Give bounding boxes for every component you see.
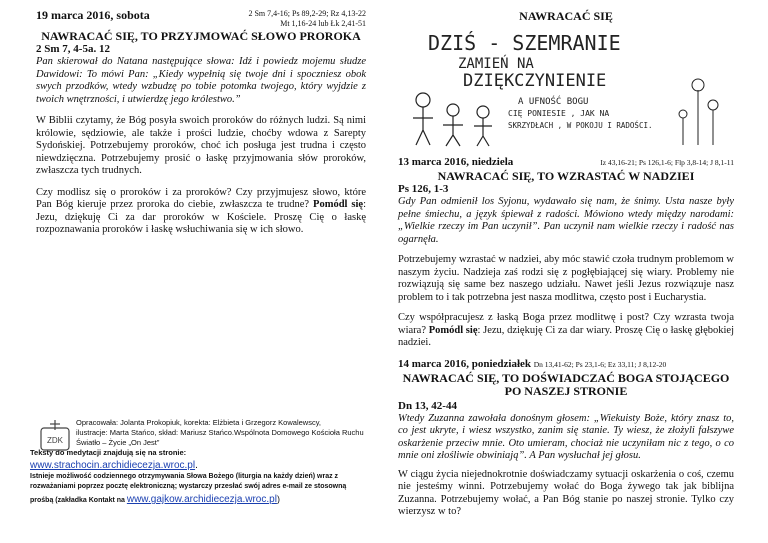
subscribe-line: Istnieje możliwość codziennego otrzymywania Słowa Bożego (liturgia na każdy dzień) wraz z — [30, 473, 339, 480]
figures-icon — [413, 93, 492, 146]
link-line — [30, 458, 370, 472]
subscribe-line: rozważaniami poprzez pocztę elektroniczną; wystarczy przesłać swój adres e-mail ze stosowną — [30, 483, 347, 490]
citation: Ps 126, 1-3 — [398, 183, 449, 195]
entry-date: 13 marca 2016, niedziela — [398, 156, 514, 168]
reflection-paragraph: W Biblii czytamy, że Bóg posyła swoich proroków do różnych ludzi. Są nimi królowie, sędziowie, ale także i prości ludzie, choćby wdowa z Sarepty Sydońskiej. Potrzebujemy proroków, choć ich posługa jest trudna i często niewdzięczna. Potrzebujemy prosić o łaskę przyjmowania słów proroków, zwłaszcza tych trudnych. — [36, 115, 366, 176]
refs-line: 2 Sm 7,4-16; Ps 89,2-29; Rz 4,13-22 — [248, 9, 366, 18]
art-line: A UFNOŚĆ BOGU — [518, 97, 589, 107]
prayer-paragraph — [398, 312, 734, 350]
art-line: SKRZYDŁACH , W POKOJU I RADOŚCI. — [508, 121, 653, 130]
illustration-handwritten-art — [398, 30, 738, 150]
scripture-refs — [248, 9, 366, 29]
scripture-quote: Wtedy Zuzanna zawołała donośnym głosem: „Wiekuisty Boże, który znasz to, co jest ukryte, i wiesz wszystko, zanim się stanie. Ty wiesz, że złożyli fałszywe oskarżenie przeciw mnie. Oto umieram, chociaż nie uczyniłam nic z tego, o co mnie oni złośliwie obwiniają”. A Pan wysłuchał jej głosu. — [398, 412, 734, 461]
citation: Dn 13, 42-44 — [398, 399, 457, 412]
entry-header — [398, 358, 734, 372]
prayer-text: Czy modlisz się o proroków i za proroków? Czy przyjmujesz słowo, które Pan Bóg kieruje przez proroka do ciebie, zwłaszcza te trudne? — [36, 186, 366, 210]
entry-header — [398, 156, 734, 170]
subscribe-contact-line — [30, 492, 370, 506]
reflection-paragraph: Potrzebujemy wzrastać w nadziei, aby móc stawić czoła trudnym problemom w naszym życiu. Nadzieja zaś rodzi się z pogłębiającej się wiary. Problemy nie rozwiązują się same bez naszego udziału. Nawet jeśli Jezus rozwiązuje nasz problem to i tak potrzebna jest nasza modlitwa, często post i Eucharystia. — [398, 254, 734, 303]
credits-line: Światło – Życie „On Jest” — [76, 438, 160, 447]
refs-line: Mt 1,16-24 lub Łk 2,41-51 — [280, 19, 366, 28]
entry-title: NAWRACAĆ SIĘ, TO WZRASTAĆ W NADZIEI — [437, 169, 695, 183]
entry-title: NAWRACAĆ SIĘ, TO DOŚWIADCZAĆ BOGA STOJĄCEGO PO NASZEJ STRONIE — [402, 370, 730, 398]
art-line: DZIĘKCZYNIENIE — [463, 71, 607, 91]
prayer-text: : Jezu, dziękuję Ci za dar wiary. Proszę Cię o łaskę głębokiej nadziei. — [398, 324, 734, 348]
scripture-refs: Iz 43,16-21; Ps 126,1-6; Flp 3,8-14; J 8,1-11 — [600, 158, 734, 167]
logo-text: ZDK — [47, 436, 63, 445]
left-header — [36, 0, 366, 26]
reflection-paragraph: W ciągu życia niejednokrotnie doświadczamy sytuacji oskarżenia o coś, czemu nie jesteśmy winni. Potrzebujemy wołać do Boga żywego tak jak biblijna Zuzanna. Potrzebujemy wołać, a Pan Bóg stanie po naszej stronie. Tylko czy wierzysz w to? — [398, 468, 734, 517]
right-column — [398, 0, 734, 23]
subscribe-text: prośbą (zakładka Kontakt na — [30, 497, 127, 504]
citation: 2 Sm 7, 4-5a. 12 — [36, 43, 110, 55]
right-header: NAWRACAĆ SIĘ — [519, 9, 613, 23]
credits-line: Opracowała: Jolanta Prokopiuk, korekta: Elżbieta i Grzegorz Kowalewscy, — [76, 418, 321, 427]
art-line: ZAMIEŃ NA — [458, 56, 534, 72]
prayer-paragraph — [36, 187, 366, 237]
entry-13-march — [398, 156, 734, 519]
texts-label: Teksty do medytacji znajdują się na stronie: — [30, 448, 187, 457]
prayer-label: Pomódl się — [313, 199, 364, 210]
entry-date: 19 marca 2016, sobota — [36, 8, 150, 22]
prayer-text: Czy współpracujesz z łaską Boga przez modlitwę i post? Czy wzrasta twoja wiara? — [398, 312, 734, 336]
strachocin-link[interactable]: www.strachocin.archidiecezja.wroc.pl — [30, 460, 196, 471]
entry-date: 14 marca 2016, poniedziałek — [398, 357, 532, 370]
credits-footer — [30, 418, 370, 506]
scripture-refs: Dn 13,41-62; Ps 23,1-6; Ez 33,11; J 8,12-20 — [533, 359, 667, 369]
left-column — [36, 0, 366, 237]
flower-icon — [679, 79, 718, 145]
art-line: DZIŚ - SZEMRANIE — [428, 31, 621, 55]
gajkow-link[interactable]: www.gajkow.archidiecezja.wroc.pl — [126, 494, 277, 505]
entry-title: NAWRACAĆ SIĘ, TO PRZYJMOWAĆ SŁOWO PROROKA — [41, 29, 361, 43]
scripture-quote: Gdy Pan odmienił los Syjonu, wydawało się nam, że śnimy. Usta nasze były pełne śmiechu, a język śpiewał z radości. Mówiono wtedy między narodami: „Wielkie rzeczy im Pan uczynił”. Pan uczynił nam wielkie rzeczy i radość nas ogarnęła. — [398, 196, 734, 245]
prayer-label: Pomódl się — [428, 324, 478, 336]
prayer-text: : Jezu, dziękuję Ci za dar proroków w Kościele. Proszę Cię o łaskę rozpoznawania proroków i łaskę wsłuchiwania się w ich słowo. — [36, 199, 366, 235]
scripture-quote: Pan skierował do Natana następujące słowa: Idź i powiedz mojemu słudze Dawidowi: To mówi Pan: „Kiedy wypełnią się twoje dni i spoczniesz obok swych przodków, wtedy wzbudzę po tobie potomka twojego, który wyjdzie z twoich wnętrzności, i utwierdzę jego królestwo.” — [36, 56, 366, 105]
subscribe-end: ) — [276, 494, 280, 504]
link-suffix: . — [195, 460, 198, 471]
art-line: CIĘ PONIESIE , JAK NA — [508, 109, 610, 118]
credits-line: ilustracje: Marta Stańco, skład: Mariusz Stańco.Wspólnota Domowego Kościoła Ruchu — [76, 428, 364, 437]
zdk-logo-icon — [38, 418, 72, 458]
